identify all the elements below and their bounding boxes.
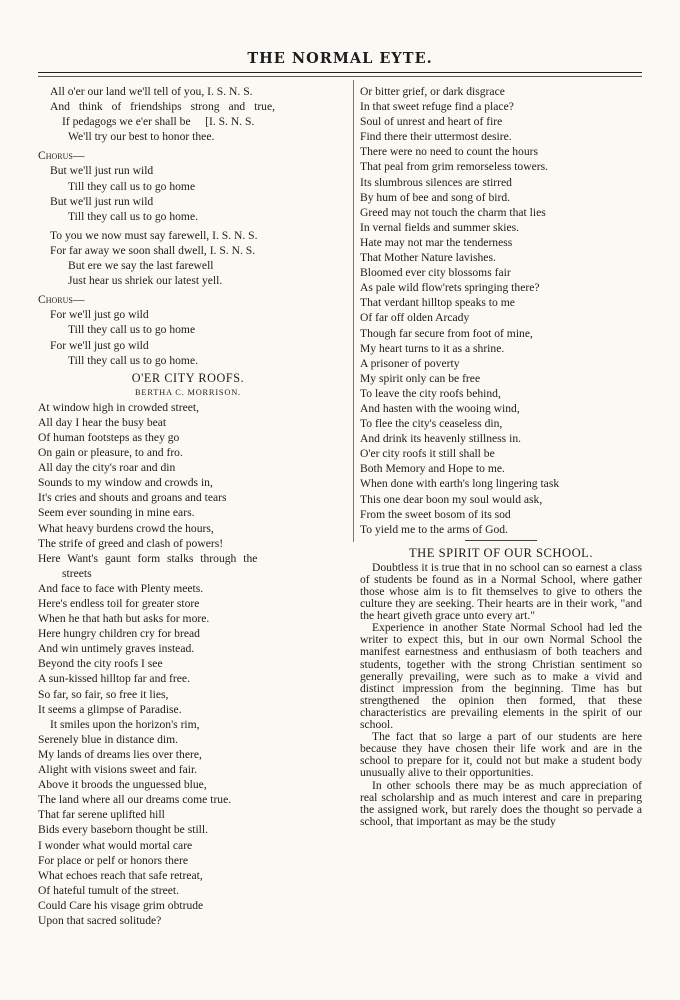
verse-line: It smiles upon the horizon's rim,	[50, 717, 200, 731]
essay-paragraph: Experience in another State Normal School had led the writer to expect this, but in our own Normal School the manifest earnestness and enthusiasm of both teachers and students, together with the strong Christian sentiment so generally prevailing, were such as to make a vivid and distinct impression from the beginning. Time has but strengthened the opinion then formed, that these characteristics are prevailing elements in the spirit of our school.	[360, 621, 642, 732]
verse-line: Or bitter grief, or dark disgrace	[360, 85, 505, 98]
verse-line: Here Want's gaunt form stalks through the	[38, 551, 258, 565]
essay-body	[360, 562, 642, 828]
verse-line: Could Care his visage grim obtrude	[38, 898, 204, 912]
verse-line: Bloomed ever city blossoms fair	[360, 266, 511, 280]
verse-line: For we'll just go wild	[50, 338, 149, 352]
verse-line: My spirit only can be free	[360, 371, 481, 385]
verse-line: Of human footsteps as they go	[38, 430, 180, 444]
verse-line: All o'er our land we'll tell of you, I. S. N. S.	[50, 85, 253, 98]
section-rule	[465, 540, 537, 541]
verse-line: Its slumbrous silences are stirred	[360, 175, 512, 189]
verse-line: In vernal fields and summer skies.	[360, 220, 520, 234]
verse-line: The land where all our dreams come true.	[38, 793, 232, 807]
page-header-title: THE NORMAL EYTE.	[247, 50, 433, 67]
verse-line: But we'll just run wild	[50, 194, 154, 208]
poem-title: O'ER CITY ROOFS.	[131, 370, 245, 385]
verse-line: To yield me to the arms of God.	[360, 522, 508, 536]
verse-line: And think of friendships strong and true,	[50, 100, 276, 114]
verse-line: All day the city's roar and din	[38, 461, 176, 475]
verse-line: That far serene uplifted hill	[38, 808, 165, 822]
verse-line: To flee the city's ceaseless din,	[360, 417, 503, 431]
verse-line: It's cries and shouts and groans and tears	[38, 491, 227, 505]
verse-line: I wonder what would mortal care	[38, 838, 193, 852]
verse-line: Here hungry children cry for bread	[38, 627, 200, 641]
verse-line: When he that hath but asks for more.	[38, 612, 210, 626]
essay-paragraph: The fact that so large a part of our students are here because they have chosen their life work and are in the school to prepare for it, could not but make a student body unusually alive to their opportunities.	[360, 730, 642, 780]
verse-line: Just hear us shriek our latest yell.	[68, 274, 223, 288]
verse-line: O'er city roofs it still shall be	[360, 447, 495, 461]
verse-line: Bids every baseborn thought be still.	[38, 823, 209, 837]
verse-line: Here's endless toil for greater store	[38, 597, 200, 610]
verse-line: Of far off olden Arcady	[360, 311, 470, 325]
verse-line: The strife of greed and clash of powers!	[38, 536, 224, 550]
verse-line: Of hateful tumult of the street.	[38, 883, 180, 897]
verse-line: And face to face with Plenty meets.	[38, 581, 204, 595]
verse-line: Both Memory and Hope to me.	[360, 462, 505, 476]
verse-line: For place or pelf or honors there	[38, 853, 189, 867]
right-column	[360, 84, 642, 828]
verse-line: In that sweet refuge find a place?	[360, 100, 514, 114]
verse-line: By hum of bee and song of bird.	[360, 190, 511, 204]
verse-line: Till they call us to go home.	[68, 209, 198, 223]
verse-line: And win untimely graves instead.	[38, 642, 195, 656]
chorus-label: Chorus—	[38, 149, 85, 163]
poem-body	[38, 400, 338, 928]
verse-line: All day I hear the busy beat	[38, 415, 167, 429]
verse-line: My heart turns to it as a shrine.	[360, 341, 505, 355]
verse-line: Till they call us to go home.	[68, 353, 198, 367]
verse-line: As pale wild flow'rets springing there?	[360, 281, 540, 295]
column-divider	[353, 80, 354, 542]
verse-line: What heavy burdens crowd the hours,	[38, 521, 214, 535]
verse-line: Seem ever sounding in mine ears.	[38, 506, 195, 520]
chorus-label: Chorus—	[38, 293, 85, 307]
verse-line: Serenely blue in distance dim.	[38, 732, 179, 746]
essay-title: THE SPIRIT OF OUR SCHOOL.	[408, 545, 594, 560]
header-rule-thin	[38, 76, 642, 77]
verse-line: Find there their uttermost desire.	[360, 130, 512, 144]
verse-line: If pedagogs we e'er shall be [I. S. N. S.	[62, 115, 255, 129]
verse-line: And hasten with the wooing wind,	[360, 401, 520, 415]
verse-line: My lands of dreams lies over there,	[38, 747, 202, 761]
verse-line: streets	[62, 566, 92, 580]
verse-line: To leave the city roofs behind,	[360, 386, 501, 400]
verse-line: Till they call us to go home	[68, 323, 196, 337]
left-column	[38, 84, 338, 928]
verse-line: On gain or pleasure, to and fro.	[38, 446, 183, 460]
verse-line: For we'll just go wild	[50, 308, 149, 322]
header-rule	[38, 72, 642, 73]
verse-line: Alight with visions sweet and fair.	[38, 763, 198, 777]
verse-line: Above it broods the unguessed blue,	[38, 778, 207, 792]
verse-line: That Mother Nature lavishes.	[360, 251, 496, 265]
verse-line: To you we now must say farewell, I. S. N. S.	[50, 228, 258, 242]
poem-continued	[360, 84, 642, 537]
verse-line: When done with earth's long lingering task	[360, 477, 560, 491]
verse-line: So far, so fair, so free it lies,	[38, 687, 169, 701]
verse-line: But ere we say the last farewell	[68, 259, 214, 273]
verse-line: Though far secure from foot of mine,	[360, 326, 533, 340]
verse-line: But we'll just run wild	[50, 164, 154, 178]
verse-line: At window high in crowded street,	[38, 400, 199, 414]
verse-line: Till they call us to go home	[68, 179, 196, 193]
verse-line: Hate may not mar the tenderness	[360, 235, 513, 249]
verse-line: Greed may not touch the charm that lies	[360, 205, 546, 219]
verse-line: What echoes reach that safe retreat,	[38, 868, 203, 882]
verse-line: That peal from grim remorseless towers.	[360, 160, 549, 174]
verse-line: For far away we soon shall dwell, I. S. N. S.	[50, 243, 256, 257]
verse-line: This one dear boon my soul would ask,	[360, 492, 543, 506]
verse-line: Upon that sacred solitude?	[38, 913, 162, 927]
verse-line: It seems a glimpse of Paradise.	[38, 702, 182, 716]
verse-line: A sun-kissed hilltop far and free.	[38, 672, 190, 686]
verse-line: That verdant hilltop speaks to me	[360, 296, 515, 310]
verse-line: We'll try our best to honor thee.	[68, 130, 215, 144]
verse-line: There were no need to count the hours	[360, 145, 539, 159]
essay-paragraph: In other schools there may be as much appreciation of real scholarship and as much interest and care in preparing the assigned work, but rarely does the thought so pervade a school, that important as may be the study	[360, 778, 642, 828]
essay-paragraph: Doubtless it is true that in no school can so earnest a class of students be found as in a Normal School, where gather those whose aim is to fit themselves to give to others the culture they are seeking. Their hearts are in their work, "and the heart giveth grace unto every art."	[360, 560, 642, 623]
verse-line: Beyond the city roofs I see	[38, 657, 163, 671]
verse-line: And drink its heavenly stillness in.	[360, 432, 522, 446]
verse-line: From the sweet bosom of its sod	[360, 507, 511, 521]
verse-line: Soul of unrest and heart of fire	[360, 115, 503, 129]
verse-line: Sounds to my window and crowds in,	[38, 476, 213, 490]
verse-line: A prisoner of poverty	[360, 356, 460, 370]
poem-author: BERTHA C. MORRISON.	[135, 387, 241, 397]
